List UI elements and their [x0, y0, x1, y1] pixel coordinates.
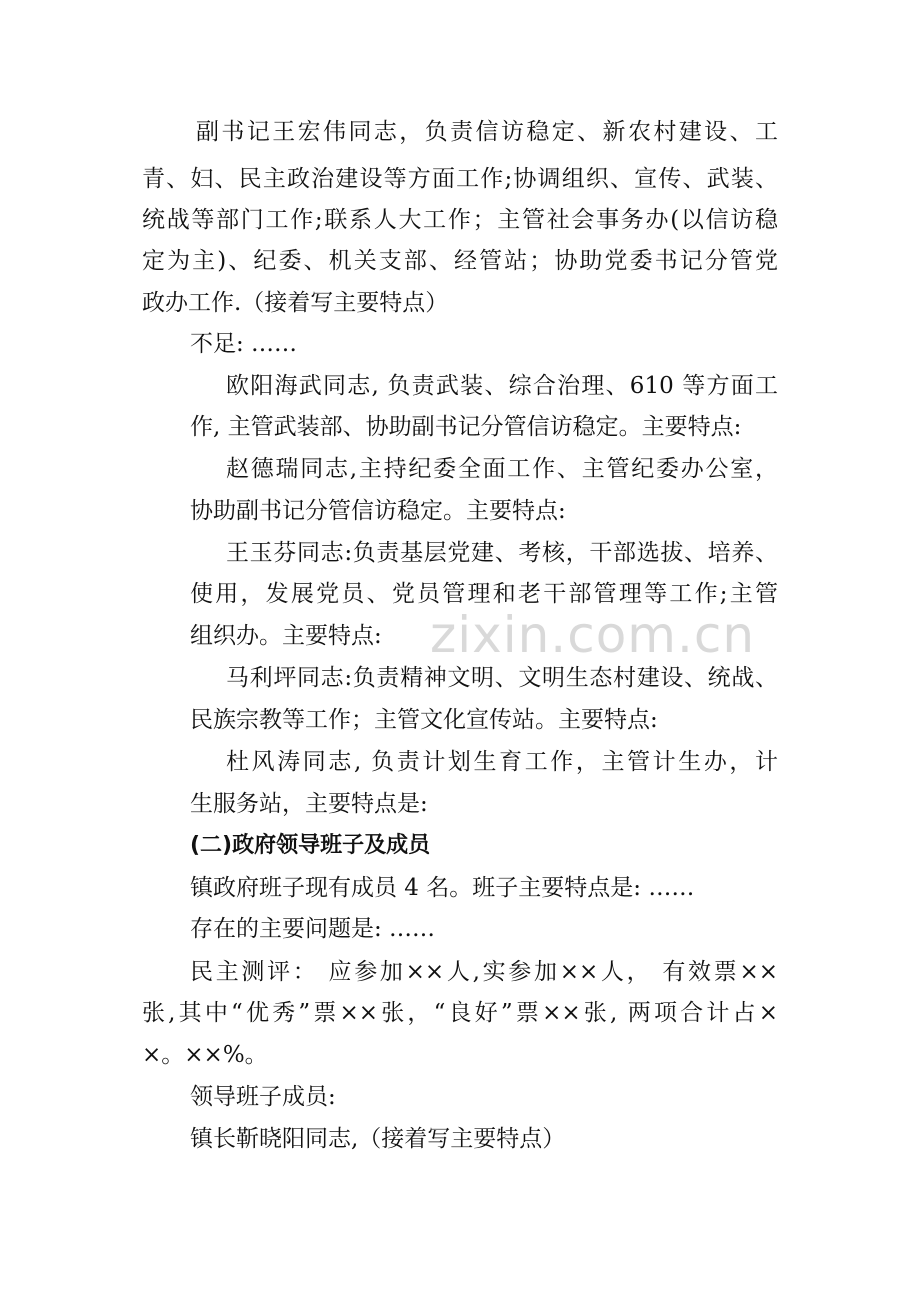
- du-duties: , 负责计划生育工作，主管计生办，计: [353, 749, 779, 775]
- para1-line2: 青、妇、民主政治建设等方面工作;协调组织、宣传、武装、: [142, 166, 778, 192]
- ouyang-duties: , 负责武装、综合治理、610 等方面工: [371, 373, 779, 399]
- zhao-duties: ,主持纪委全面工作、主管纪委办公室，: [349, 456, 779, 482]
- wang-line1: [226, 537, 778, 569]
- evaluation-line3: ×。××%。: [142, 1042, 268, 1068]
- ouyang-line2: 作, 主管武装部、协助副书记分管信访稳定。主要特点:: [190, 414, 742, 440]
- watermark: zixin.com.cn: [430, 606, 756, 664]
- shortfall-text: 不足: ……: [190, 331, 298, 357]
- du-line2: 生服务站，主要特点是:: [190, 791, 428, 817]
- zhao-line1: [226, 453, 778, 485]
- para1-line4: 定为主)、纪委、机关支部、经管站；协助党委书记分管党: [142, 248, 778, 274]
- para1-line3: 统战等部门工作;联系人大工作；主管社会事务办(以信访稳: [142, 207, 778, 233]
- ma-name: 马利坪同志: [226, 665, 345, 691]
- members-label: 领导班子成员:: [190, 1084, 336, 1110]
- ouyang-line1: [226, 370, 778, 402]
- ma-line1: [226, 662, 778, 694]
- evaluation-line2: 张,其中“优秀”票××张，“良好”票××张, 两项合计占×: [142, 1000, 778, 1026]
- ma-duties: :负责精神文明、文明生态村建设、统战、: [344, 665, 779, 691]
- du-name: 杜风涛同志: [226, 749, 354, 775]
- mayor-text: 镇长靳晓阳同志,（接着写主要特点）: [190, 1126, 566, 1152]
- para1-line5: 政办工作.（接着写主要特点）: [142, 290, 449, 316]
- ouyang-name: 欧阳海武同志: [226, 373, 372, 399]
- wang-line2: 使用，发展党员、党员管理和老干部管理等工作;主管: [190, 581, 778, 607]
- ma-line2: 民族宗教等工作；主管文化宣传站。主要特点:: [190, 707, 658, 733]
- wang-duties: :负责基层党建、考核，干部选拔、培养、: [344, 540, 779, 566]
- wang-line3: 组织办。主要特点:: [190, 623, 382, 649]
- wang-name: 王玉芬同志: [226, 540, 345, 566]
- para1-line1: 副书记王宏伟同志，负责信访稳定、新农村建设、工: [196, 119, 778, 145]
- section-heading: (二)政府领导班子及成员: [190, 833, 431, 858]
- gov-members-text: 镇政府班子现有成员 4 名。班子主要特点是: ……: [190, 875, 695, 901]
- evaluation-line1: 民主测评： 应参加××人,实参加××人， 有效票××: [190, 959, 778, 985]
- zhao-line2: 协助副书记分管信访稳定。主要特点:: [190, 498, 566, 524]
- du-line1: [226, 746, 778, 778]
- zhao-name: 赵德瑞同志: [226, 456, 350, 482]
- main-problems-text: 存在的主要问题是: ……: [190, 916, 436, 942]
